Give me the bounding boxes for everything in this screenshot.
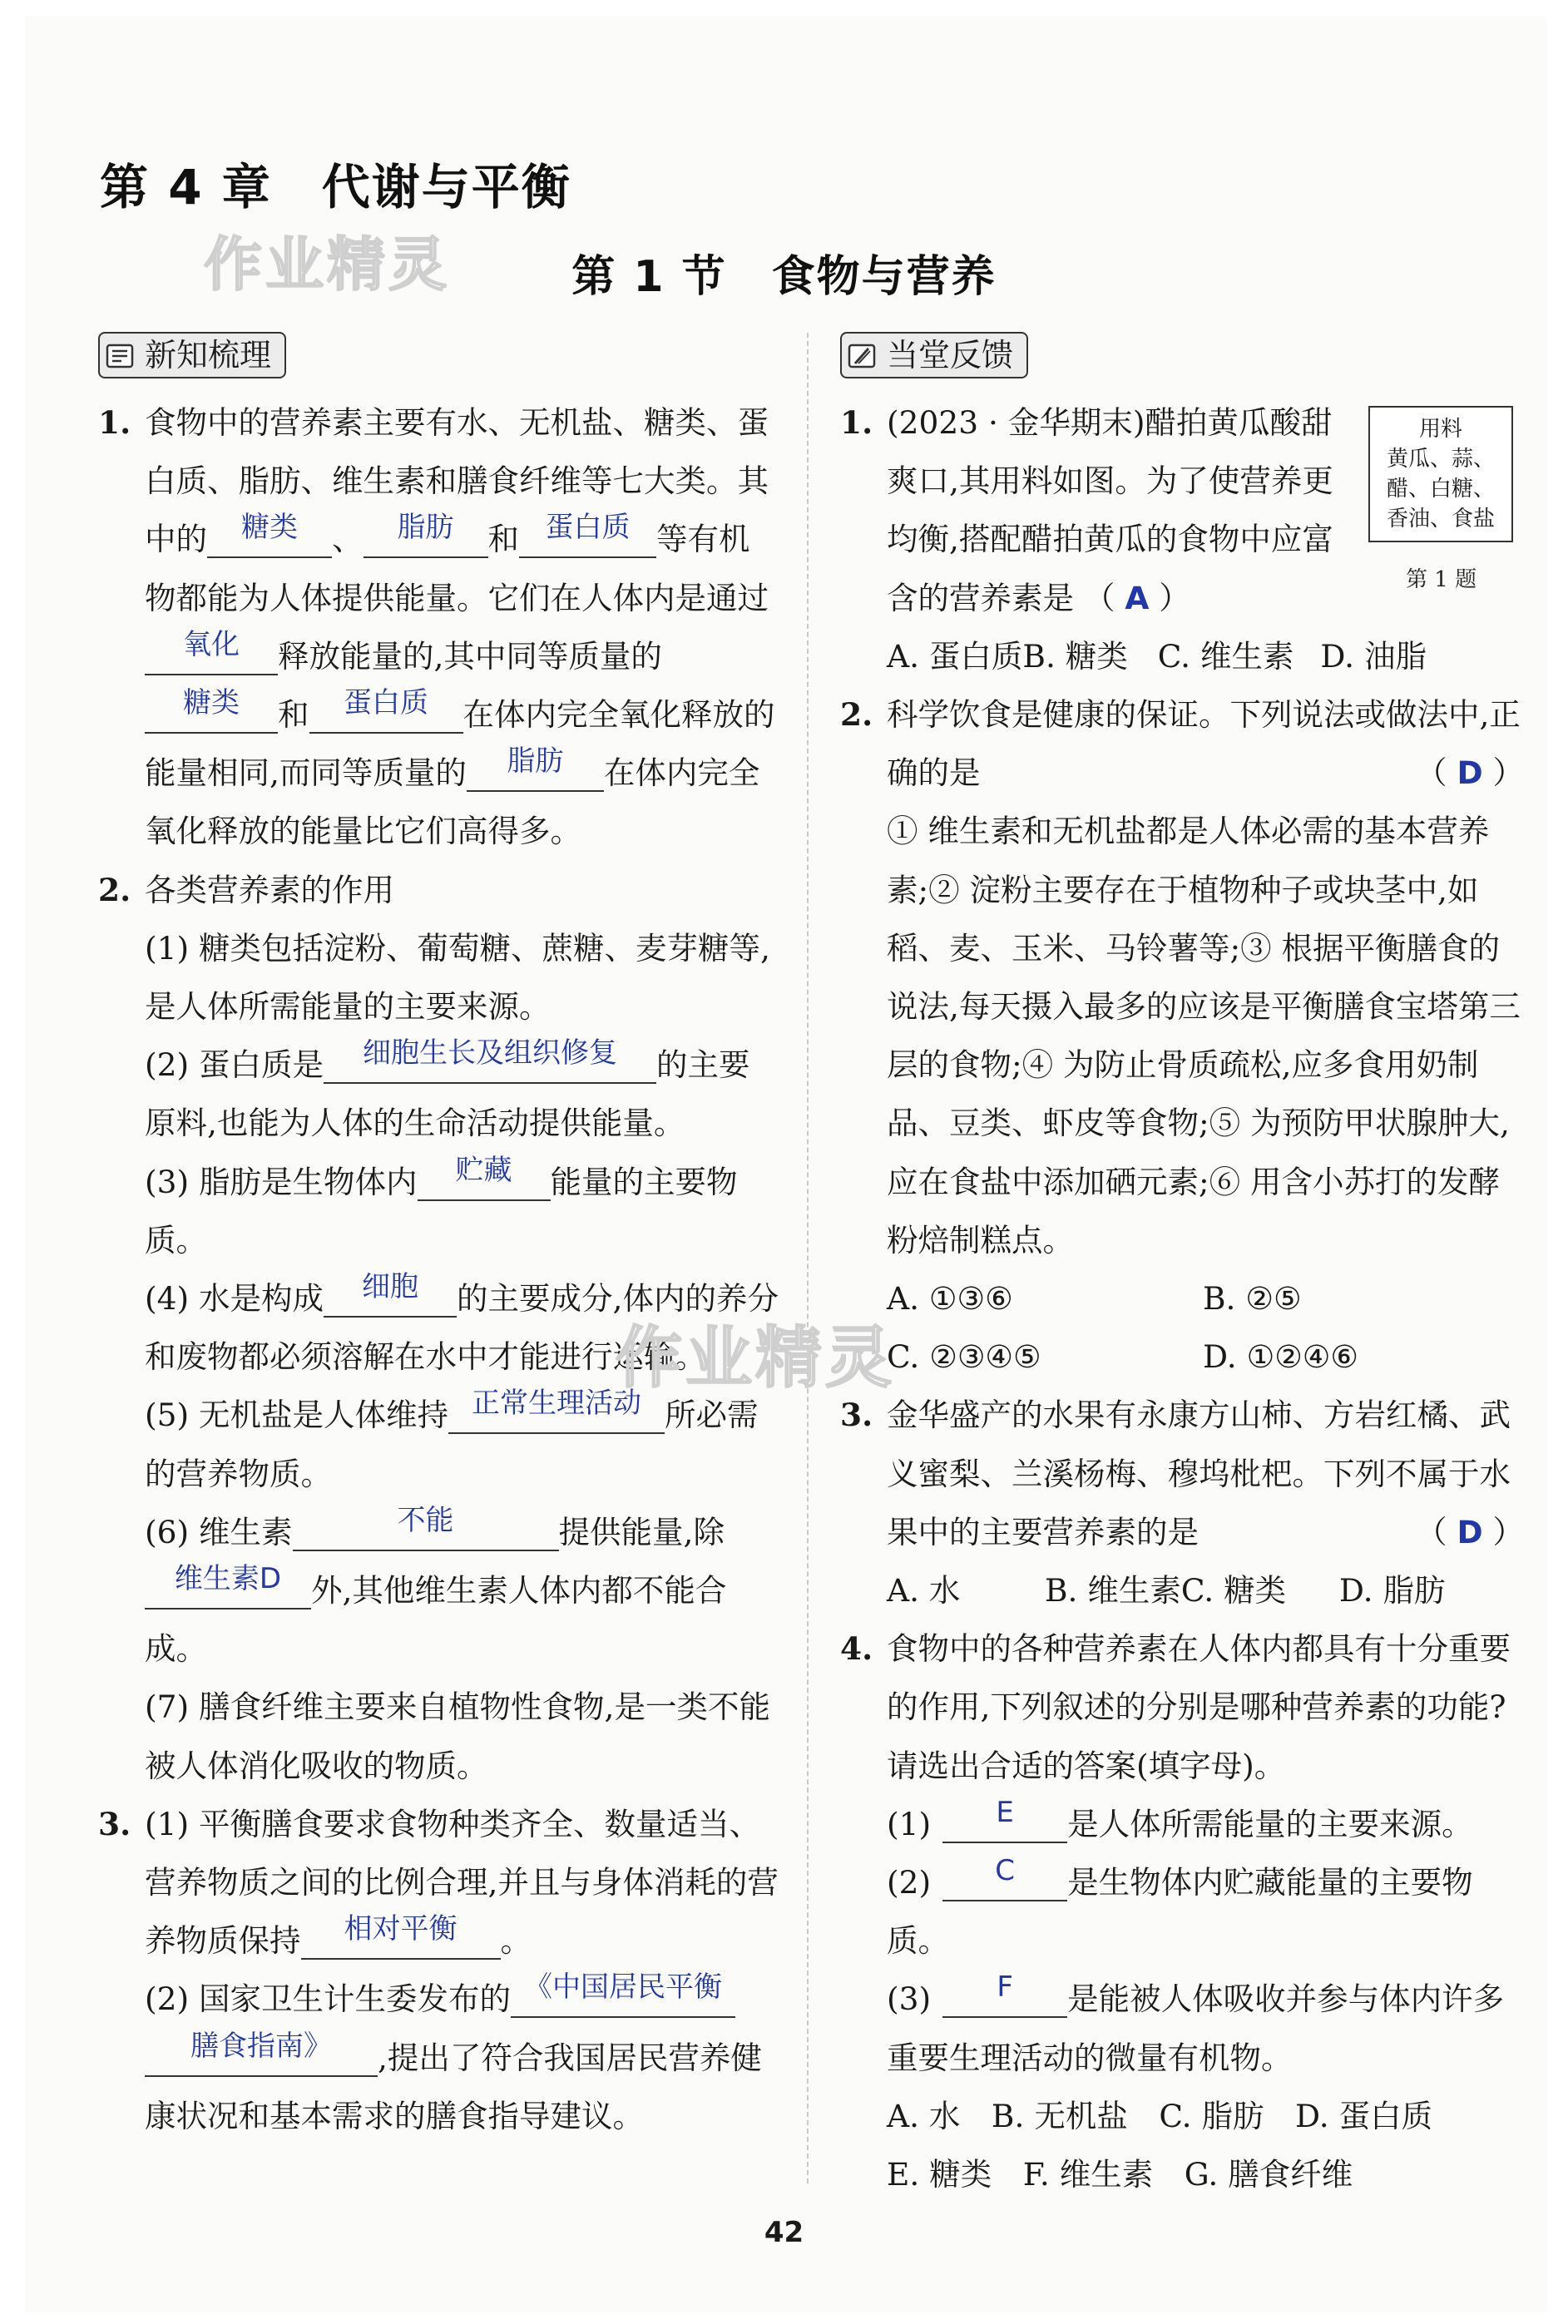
option-a: A. ①③⑥ xyxy=(887,1280,1013,1318)
answer: D xyxy=(1457,754,1483,792)
blank xyxy=(207,511,332,558)
sub-item-1 xyxy=(887,1795,1524,1853)
blank xyxy=(467,744,604,792)
item-number: 3. xyxy=(98,1805,131,1842)
blank xyxy=(145,2029,378,2077)
text: (5) 无机盐是人体维持 xyxy=(145,1397,449,1434)
blank xyxy=(293,1503,559,1551)
question-number: 3. xyxy=(840,1397,873,1434)
blank xyxy=(519,511,656,558)
blank xyxy=(448,1387,665,1434)
text: 的主要原料,也能为人体的生命活动提供能量。 xyxy=(145,1046,750,1142)
blank xyxy=(511,1970,735,2018)
answer: 氧化 xyxy=(183,627,240,661)
question-text: 科学饮食是健康的保证。下列说法或做法中,正确的是 xyxy=(887,696,1521,792)
ingredients-figure xyxy=(1368,406,1513,542)
sub-item-5 xyxy=(145,1386,780,1502)
text: 在体内完全氧化释放的能量相同,而同等质量的 xyxy=(145,696,775,792)
watermark: 作业精灵 xyxy=(204,230,450,299)
text: 是能被人体吸收并参与体内许多重要生理活动的微量有机物。 xyxy=(887,1980,1505,2076)
sub-item-1 xyxy=(145,1795,780,1970)
notebook-icon xyxy=(105,340,135,370)
text: (2) 蛋白质是 xyxy=(145,1046,324,1084)
item-number: 1. xyxy=(98,404,131,441)
blank xyxy=(301,1912,501,1960)
page-number: 42 xyxy=(764,2216,804,2249)
answer: F xyxy=(997,1970,1013,2005)
question-number: 1. xyxy=(840,404,873,441)
feedback-header xyxy=(840,332,1028,378)
option-a: A. 蛋白质 xyxy=(887,637,1023,675)
question-text: 金华盛产的水果有永康方山柿、方岩红橘、武义蜜梨、兰溪杨梅、穆坞枇杷。下列不属于水果中的主要营养素的是 xyxy=(887,1397,1511,1550)
figure-caption: 第 1 题 xyxy=(1406,567,1477,592)
options-row xyxy=(887,1269,1524,1328)
blank xyxy=(145,627,278,675)
feedback-question-3 xyxy=(840,1386,1524,1619)
watermark: 作业精灵 xyxy=(616,1319,895,1397)
knowledge-item-1 xyxy=(98,393,780,861)
header-label: 新知梳理 xyxy=(145,337,272,373)
feedback-question-4 xyxy=(840,1619,1524,2203)
answer: 细胞 xyxy=(362,1270,419,1304)
item-title: 各类营养素的作用 xyxy=(145,871,394,908)
text: ,提出了符合我国居民营养健康状况和基本需求的膳食指导建议。 xyxy=(145,2039,762,2134)
answer: A xyxy=(1125,579,1150,616)
option-d: D. 油脂 xyxy=(1320,637,1427,675)
answer: 细胞生长及组织修复 xyxy=(363,1036,618,1071)
answer: 蛋白质 xyxy=(344,686,428,720)
question-text: 食物中的各种营养素在人体内都具有十分重要的作用,下列叙述的分别是哪种营养素的功能?请选出合适的答案(填字母)。 xyxy=(887,1630,1511,1784)
blank xyxy=(145,1562,311,1609)
text: 提供能量,除 xyxy=(558,1513,725,1550)
option-b: B. 维生素 xyxy=(1045,1572,1181,1609)
answer: 贮藏 xyxy=(455,1153,512,1187)
blank xyxy=(145,686,278,734)
answer-bracket: （ D ） xyxy=(1416,754,1524,792)
chapter-title: 第 4 章 代谢与平衡 xyxy=(100,159,571,215)
text: 和 xyxy=(278,696,309,734)
text: 和 xyxy=(487,521,519,558)
answer: 脂肪 xyxy=(507,744,564,779)
header-label: 当堂反馈 xyxy=(887,337,1014,373)
blank xyxy=(418,1153,551,1201)
left-column xyxy=(98,331,780,2145)
blank xyxy=(309,686,463,734)
text: 是生物体内贮藏能量的主要物质。 xyxy=(887,1864,1473,1960)
option-c: C. 糖类 xyxy=(1180,1572,1287,1609)
option-a: A. 水 xyxy=(887,1572,961,1609)
answer: D xyxy=(1457,1513,1483,1550)
answer: 膳食指南》 xyxy=(190,2029,332,2063)
answer-bracket: （ A ） xyxy=(1083,579,1190,616)
text: (6) 维生素 xyxy=(145,1513,293,1550)
text: (3) xyxy=(887,1980,932,2018)
text: 是人体所需能量的主要来源。 xyxy=(1067,1805,1473,1842)
sub-item-1: (1) 糖类包括淀粉、葡萄糖、蔗糖、麦芽糖等,是人体所需能量的主要来源。 xyxy=(145,929,770,1026)
options-row: E. 糖类 F. 维生素 G. 膳食纤维 xyxy=(887,2156,1353,2193)
sub-item-2 xyxy=(887,1853,1524,1970)
question-number: 2. xyxy=(840,696,873,734)
answer: C xyxy=(995,1854,1015,1888)
answer: 正常生理活动 xyxy=(472,1387,642,1421)
text: 外,其他维生素人体内都不能合成。 xyxy=(145,1572,727,1668)
blank xyxy=(324,1036,656,1084)
text: 能量的主要物质。 xyxy=(145,1163,738,1258)
section-title: 第 1 节 食物与营养 xyxy=(571,252,997,302)
text: 释放能量的,其中同等质量的 xyxy=(278,637,662,675)
option-c: C. 维生素 xyxy=(1157,637,1294,675)
right-column xyxy=(840,331,1524,2203)
option-b: B. 糖类 xyxy=(1022,637,1128,675)
options-row: A. 水 B. 无机盐 C. 脂肪 D. 蛋白质 xyxy=(887,2097,1433,2134)
sub-item-2 xyxy=(145,1036,780,1152)
answer: 脂肪 xyxy=(397,511,454,545)
option-d: D. 脂肪 xyxy=(1338,1572,1446,1609)
figure-line: 黄瓜、蒜、 xyxy=(1386,447,1495,472)
answer: 维生素D xyxy=(174,1562,282,1596)
blank xyxy=(942,1854,1067,1901)
figure-title: 用料 xyxy=(1418,417,1462,442)
option-c: C. ②③④⑤ xyxy=(887,1338,1041,1376)
text: (2) 国家卫生计生委发布的 xyxy=(145,1980,512,2018)
text: (3) 脂肪是生物体内 xyxy=(145,1163,418,1200)
text: (2) xyxy=(887,1864,932,1901)
text: (4) 水是构成 xyxy=(145,1280,324,1318)
sub-item-3 xyxy=(145,1153,780,1269)
sub-item-3 xyxy=(887,1970,1524,2086)
new-knowledge-header xyxy=(98,332,286,378)
options-row xyxy=(840,627,1524,685)
text: 等有机物都能为人体提供能量。它们在人体内是通过 xyxy=(145,521,769,616)
text: (1) 平衡膳食要求食物种类齐全、数量适当、营养物质之间的比例合理,并且与身体消耗的营养物质保持 xyxy=(145,1805,779,1960)
column-divider xyxy=(807,333,809,2183)
text: 在体内完全氧化释放的能量比它们高得多。 xyxy=(145,754,760,850)
figure-line: 醋、白糖、 xyxy=(1386,477,1495,502)
item-number: 2. xyxy=(98,871,131,908)
blank xyxy=(942,1970,1067,2018)
options-row xyxy=(887,1328,1524,1386)
answer: 糖类 xyxy=(183,686,240,720)
blank xyxy=(942,1795,1067,1843)
answer: 蛋白质 xyxy=(545,511,631,545)
text: 的主要成分,体内的养分和废物都必须溶解在水中才能进行运输。 xyxy=(145,1280,779,1376)
sub-item-2 xyxy=(145,1970,780,2145)
text: (1) xyxy=(887,1805,932,1842)
blank xyxy=(324,1270,457,1318)
option-d: D. ①②④⑥ xyxy=(1203,1338,1359,1376)
answer: 《中国居民平衡 xyxy=(524,1970,723,2005)
text: 、 xyxy=(332,521,364,558)
knowledge-item-3 xyxy=(98,1795,780,2145)
question-number: 4. xyxy=(840,1630,873,1668)
answer-bracket: （ D ） xyxy=(1416,1513,1524,1550)
options-row xyxy=(887,1561,1524,1619)
question-body: ① 维生素和无机盐都是人体必需的基本营养素;② 淀粉主要存在于植物种子或块茎中,如稻、麦、玉米、马铃薯等;③ 根据平衡膳食的说法,每天摄入最多的应该是平衡膳食宝塔第三层的食物;④ 为防止骨质疏松,应多食用奶制品、豆类、虾皮等食物;⑤ 为预防甲状腺肿大,应在食盐中添加硒元素;⑥ 用含小苏打的发酵粉焙制糕点。 xyxy=(887,813,1521,1258)
answer: 相对平衡 xyxy=(344,1912,458,1946)
sub-item-7: (7) 膳食纤维主要来自植物性食物,是一类不能被人体消化吸收的物质。 xyxy=(145,1689,770,1784)
text: 食物中的营养素主要有水、无机盐、糖类、蛋白质、脂肪、维生素和膳食纤维等七大类。其中的 xyxy=(145,404,769,558)
pencil-icon xyxy=(847,340,877,370)
answer: 不能 xyxy=(397,1503,454,1537)
sub-item-6 xyxy=(145,1503,780,1679)
question-text: (2023 · 金华期末)醋拍黄瓜酸甜爽口,其用料如图。为了使营养更均衡,搭配醋拍黄瓜的食物中应富含的营养素是 xyxy=(887,404,1333,616)
option-b: B. ②⑤ xyxy=(1203,1280,1302,1318)
answer: 糖类 xyxy=(241,511,298,545)
figure-line: 香油、食盐 xyxy=(1386,507,1495,532)
feedback-question-2 xyxy=(840,685,1524,1386)
answer: E xyxy=(996,1795,1014,1829)
blank xyxy=(364,511,488,558)
text: 。 xyxy=(500,1922,532,1960)
text: 所必需的营养物质。 xyxy=(145,1397,759,1492)
